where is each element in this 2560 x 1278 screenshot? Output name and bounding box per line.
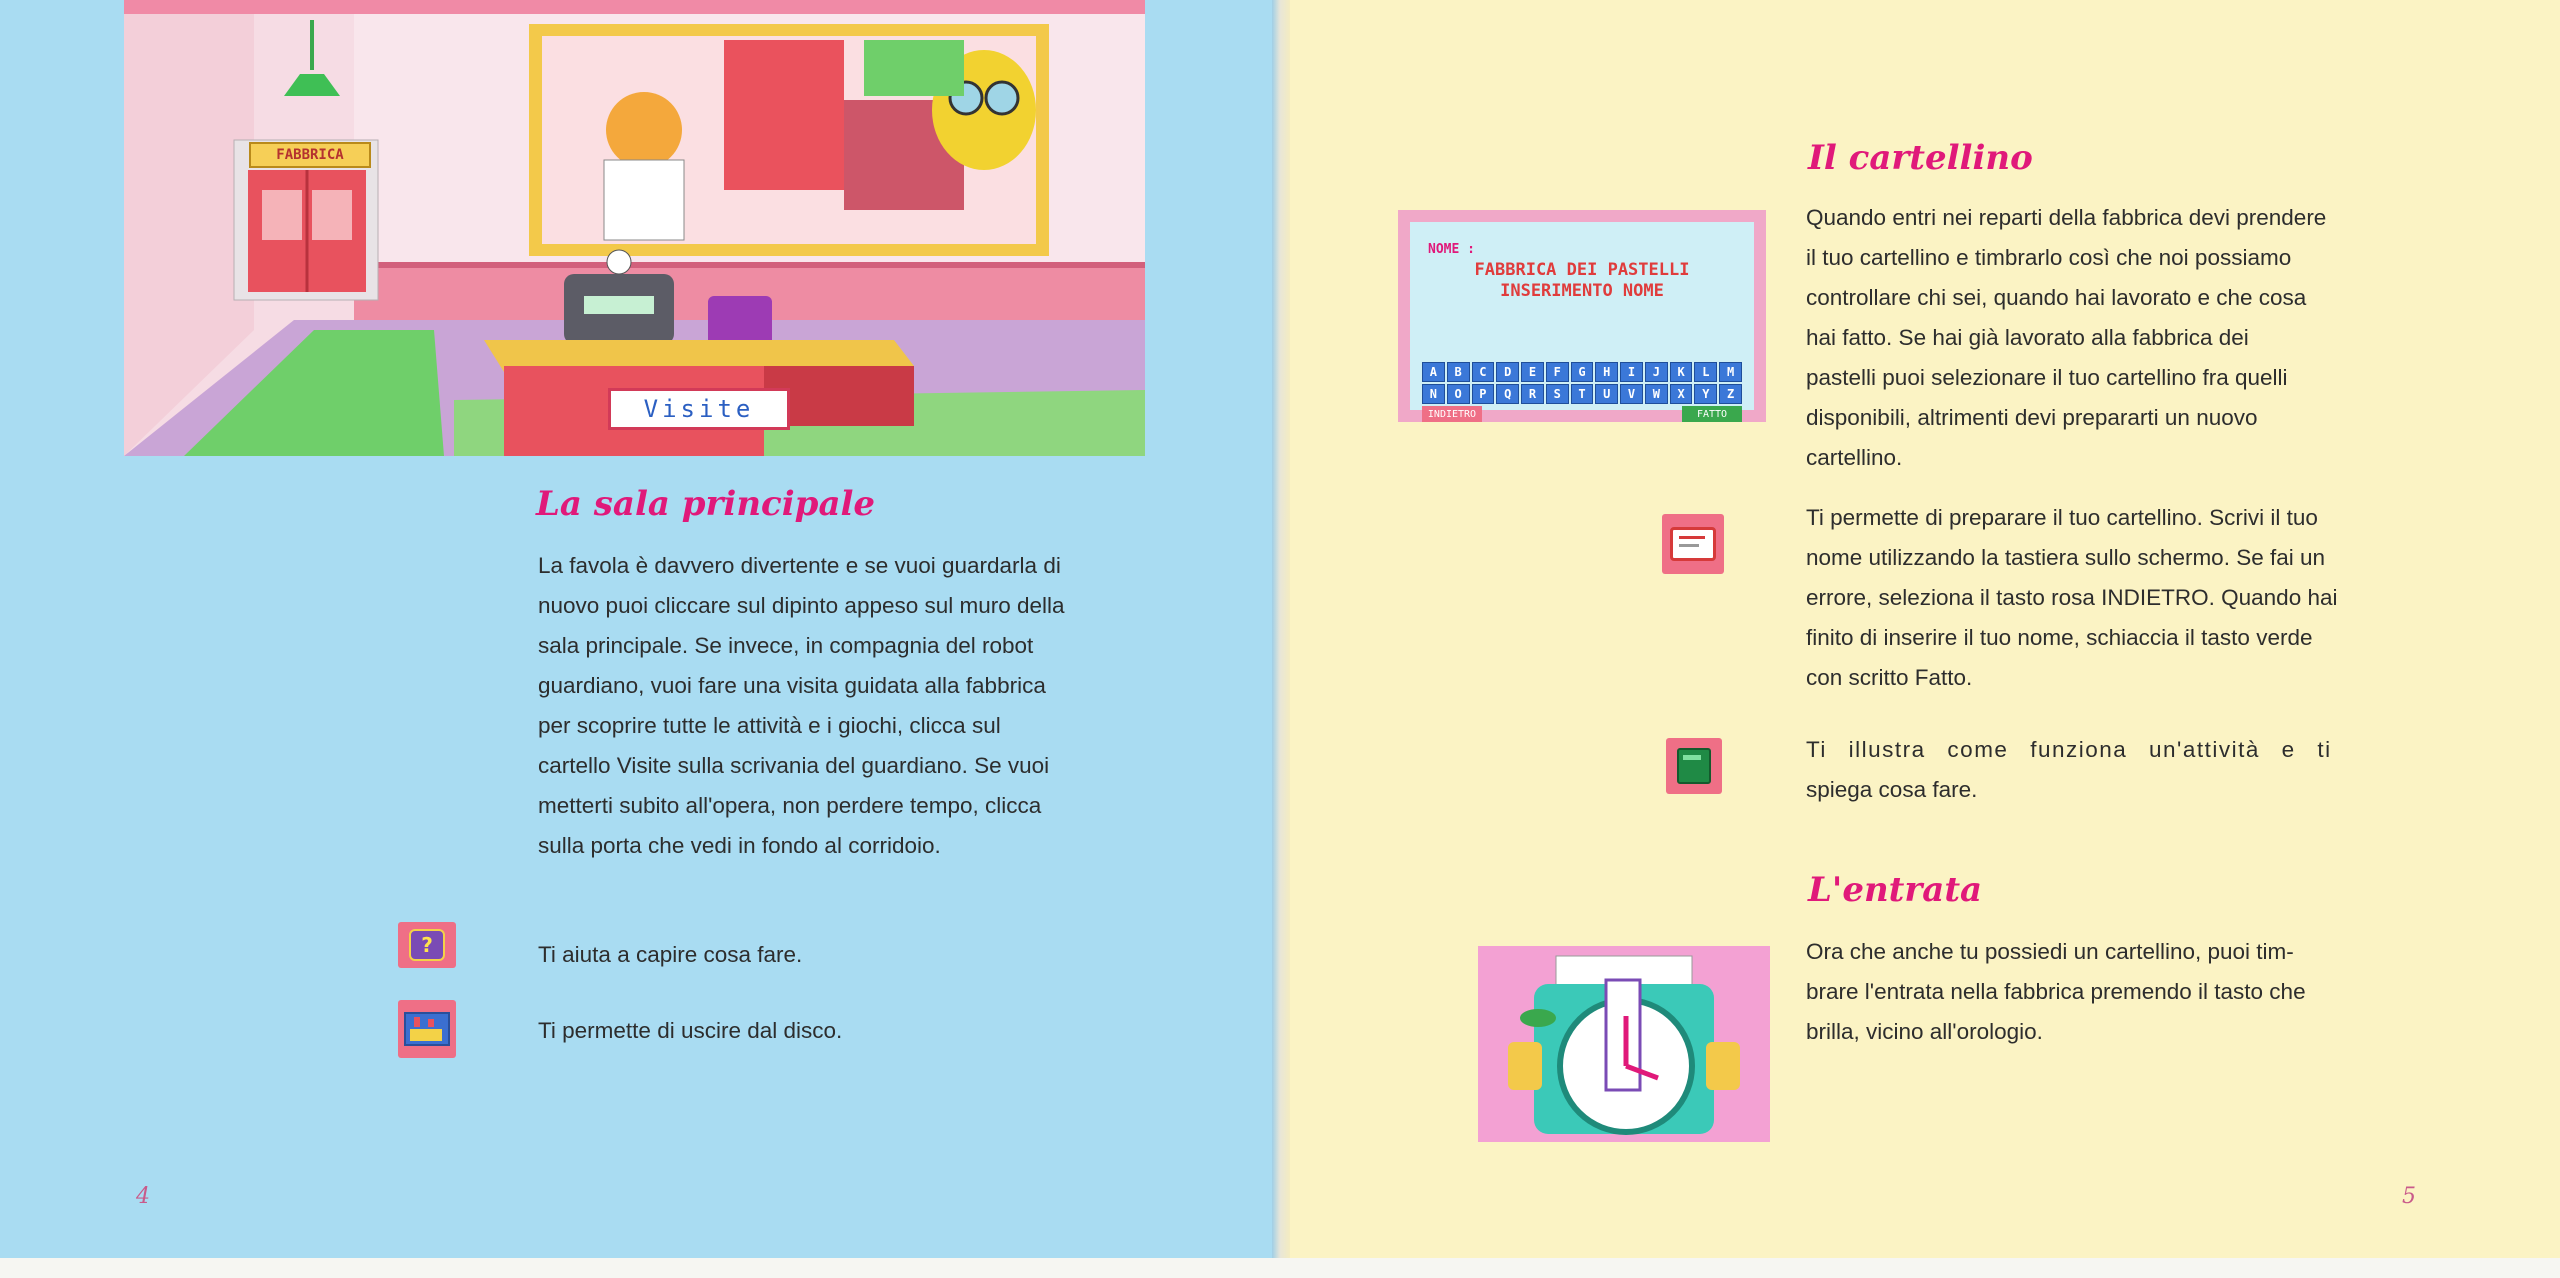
paragraph-line: Quando entri nei reparti della fabbrica devi prendere [1806,205,2327,230]
done-key-label: FATTO [1696,408,1728,420]
keyboard-key: O [1447,384,1470,404]
screenshot-title-line: INSERIMENTO NOME [1500,281,1664,301]
paragraph-line: hai fatto. Se hai già lavorato alla fabbrica dei [1806,325,2249,350]
keyboard-key: V [1620,384,1643,404]
keyboard-key: K [1670,362,1693,382]
paragraph-line: per scoprire tutte le attività e i giochi, clicca sul [538,713,1001,738]
keyboard-key: B [1447,362,1470,382]
paragraph-line: nome utilizzando la tastiera sullo schermo. Se fai un [1806,545,2326,570]
book-gutter [1272,0,1290,1278]
keyboard-key: T [1571,384,1594,404]
keyboard-key: D [1496,362,1519,382]
time-clock-drawing [1478,946,1770,1142]
page-number-left: 4 [136,1184,150,1209]
keyboard-key: G [1571,362,1594,382]
keyboard-key: A [1422,362,1445,382]
main-hall-paragraph [538,546,1158,866]
paragraph-line: errore, seleziona il tasto rosa INDIETRO. Quando hai [1806,585,2338,610]
paragraph-line: Ora che anche tu possiedi un cartellino, puoi tim- [1806,939,2294,964]
factory-sign-label: FABBRICA [276,147,344,163]
paragraph-line: La favola è davvero divertente e se vuoi guardarla di [538,553,1061,578]
keyboard-key: P [1472,384,1495,404]
keyboard-key: M [1719,362,1742,382]
time-clock-screenshot [1478,946,1770,1142]
keyboard-key: Z [1719,384,1742,404]
keyboard-key: H [1595,362,1618,382]
keyboard-key: R [1521,384,1544,404]
paragraph-line: sulla porta che vedi in fondo al corridoio. [538,833,941,858]
paragraph-line: il tuo cartellino e timbrarlo così che noi possiamo [1806,245,2292,270]
back-key [1422,406,1482,422]
keyboard-key: J [1645,362,1668,382]
keyboard-key: I [1620,362,1643,382]
name-label: NOME : [1428,242,1475,257]
paragraph-line: Ti permette di preparare il tuo cartellino. Scrivi il tuo [1806,505,2318,530]
paragraph-line: metterti subito all'opera, non perdere tempo, clicca [538,793,1042,818]
instructions-paragraph [1806,730,2426,810]
keyboard-key: E [1521,362,1544,382]
keyboard-key: S [1546,384,1569,404]
paragraph-line: brare l'entrata nella fabbrica premendo il tasto che [1806,979,2306,1004]
paragraph-line: cartello Visite sulla scrivania del guardiano. Se vuoi [538,753,1050,778]
help-caption: Ti aiuta a capire cosa fare. [538,942,803,967]
paragraph-line: cartellino. [1806,445,1903,470]
exit-button[interactable] [398,1000,456,1058]
page-number-right: 5 [2402,1184,2416,1209]
paragraph-line: pastelli puoi selezionare il tuo cartellino fra quelli [1806,365,2288,390]
paragraph-line: brilla, vicino all'orologio. [1806,1019,2043,1044]
paragraph-line: nuovo puoi cliccare sul dipinto appeso sul muro della [538,593,1065,618]
help-button[interactable] [398,922,456,968]
help-question-icon: ? [409,929,445,961]
main-hall-illustration [124,0,1145,456]
instructions-button[interactable] [1666,738,1722,794]
paragraph-line: con scritto Fatto. [1806,665,1973,690]
keyboard-key: U [1595,384,1618,404]
keyboard-key: W [1645,384,1668,404]
section-heading-card: Il cartellino [1808,138,2033,178]
entrance-paragraph [1806,932,2426,1052]
back-key-label: INDIETRO [1427,408,1477,420]
keyboard-key: L [1694,362,1717,382]
keyboard-key: C [1472,362,1495,382]
done-key [1682,406,1742,422]
exit-factory-icon [404,1012,450,1046]
keyboard-key: Y [1694,384,1717,404]
paragraph-line: spiega cosa fare. [1806,777,1978,802]
factory-sign [249,142,371,168]
exit-caption: Ti permette di uscire dal disco. [538,1018,843,1043]
section-heading-entrance: L'entrata [1808,870,1983,910]
paragraph-line: Ti illustra come funziona un'attività e ti [1806,737,2332,762]
new-card-button[interactable] [1662,514,1724,574]
card-paragraph [1806,198,2426,478]
screenshot-title [1422,260,1742,302]
new-card-paragraph [1806,498,2426,698]
keyboard-key: F [1546,362,1569,382]
paragraph-line: controllare chi sei, quando hai lavorato e che cosa [1806,285,2307,310]
visits-desk-sign[interactable] [608,388,790,430]
paragraph-line: sala principale. Se invece, in compagnia del robot [538,633,1034,658]
keyboard-key: N [1422,384,1445,404]
new-card-icon [1670,527,1716,561]
keyboard-key: Q [1496,384,1519,404]
paragraph-line: guardiano, vuoi fare una visita guidata alla fabbrica [538,673,1046,698]
paragraph-line: disponibili, altrimenti devi prepararti un nuovo [1806,405,2258,430]
onscreen-keyboard [1422,362,1742,404]
paragraph-line: finito di inserire il tuo nome, schiaccia il tasto verde [1806,625,2313,650]
keyboard-key: X [1670,384,1693,404]
instructions-book-icon [1677,748,1711,784]
left-page [0,0,1272,1278]
screenshot-title-line: FABBRICA DEI PASTELLI [1474,260,1690,280]
section-heading-main-hall: La sala principale [536,484,876,524]
name-entry-screenshot [1398,210,1766,422]
page-bottom-edge [0,1258,2560,1278]
visits-desk-sign-label: Visite [643,395,755,423]
